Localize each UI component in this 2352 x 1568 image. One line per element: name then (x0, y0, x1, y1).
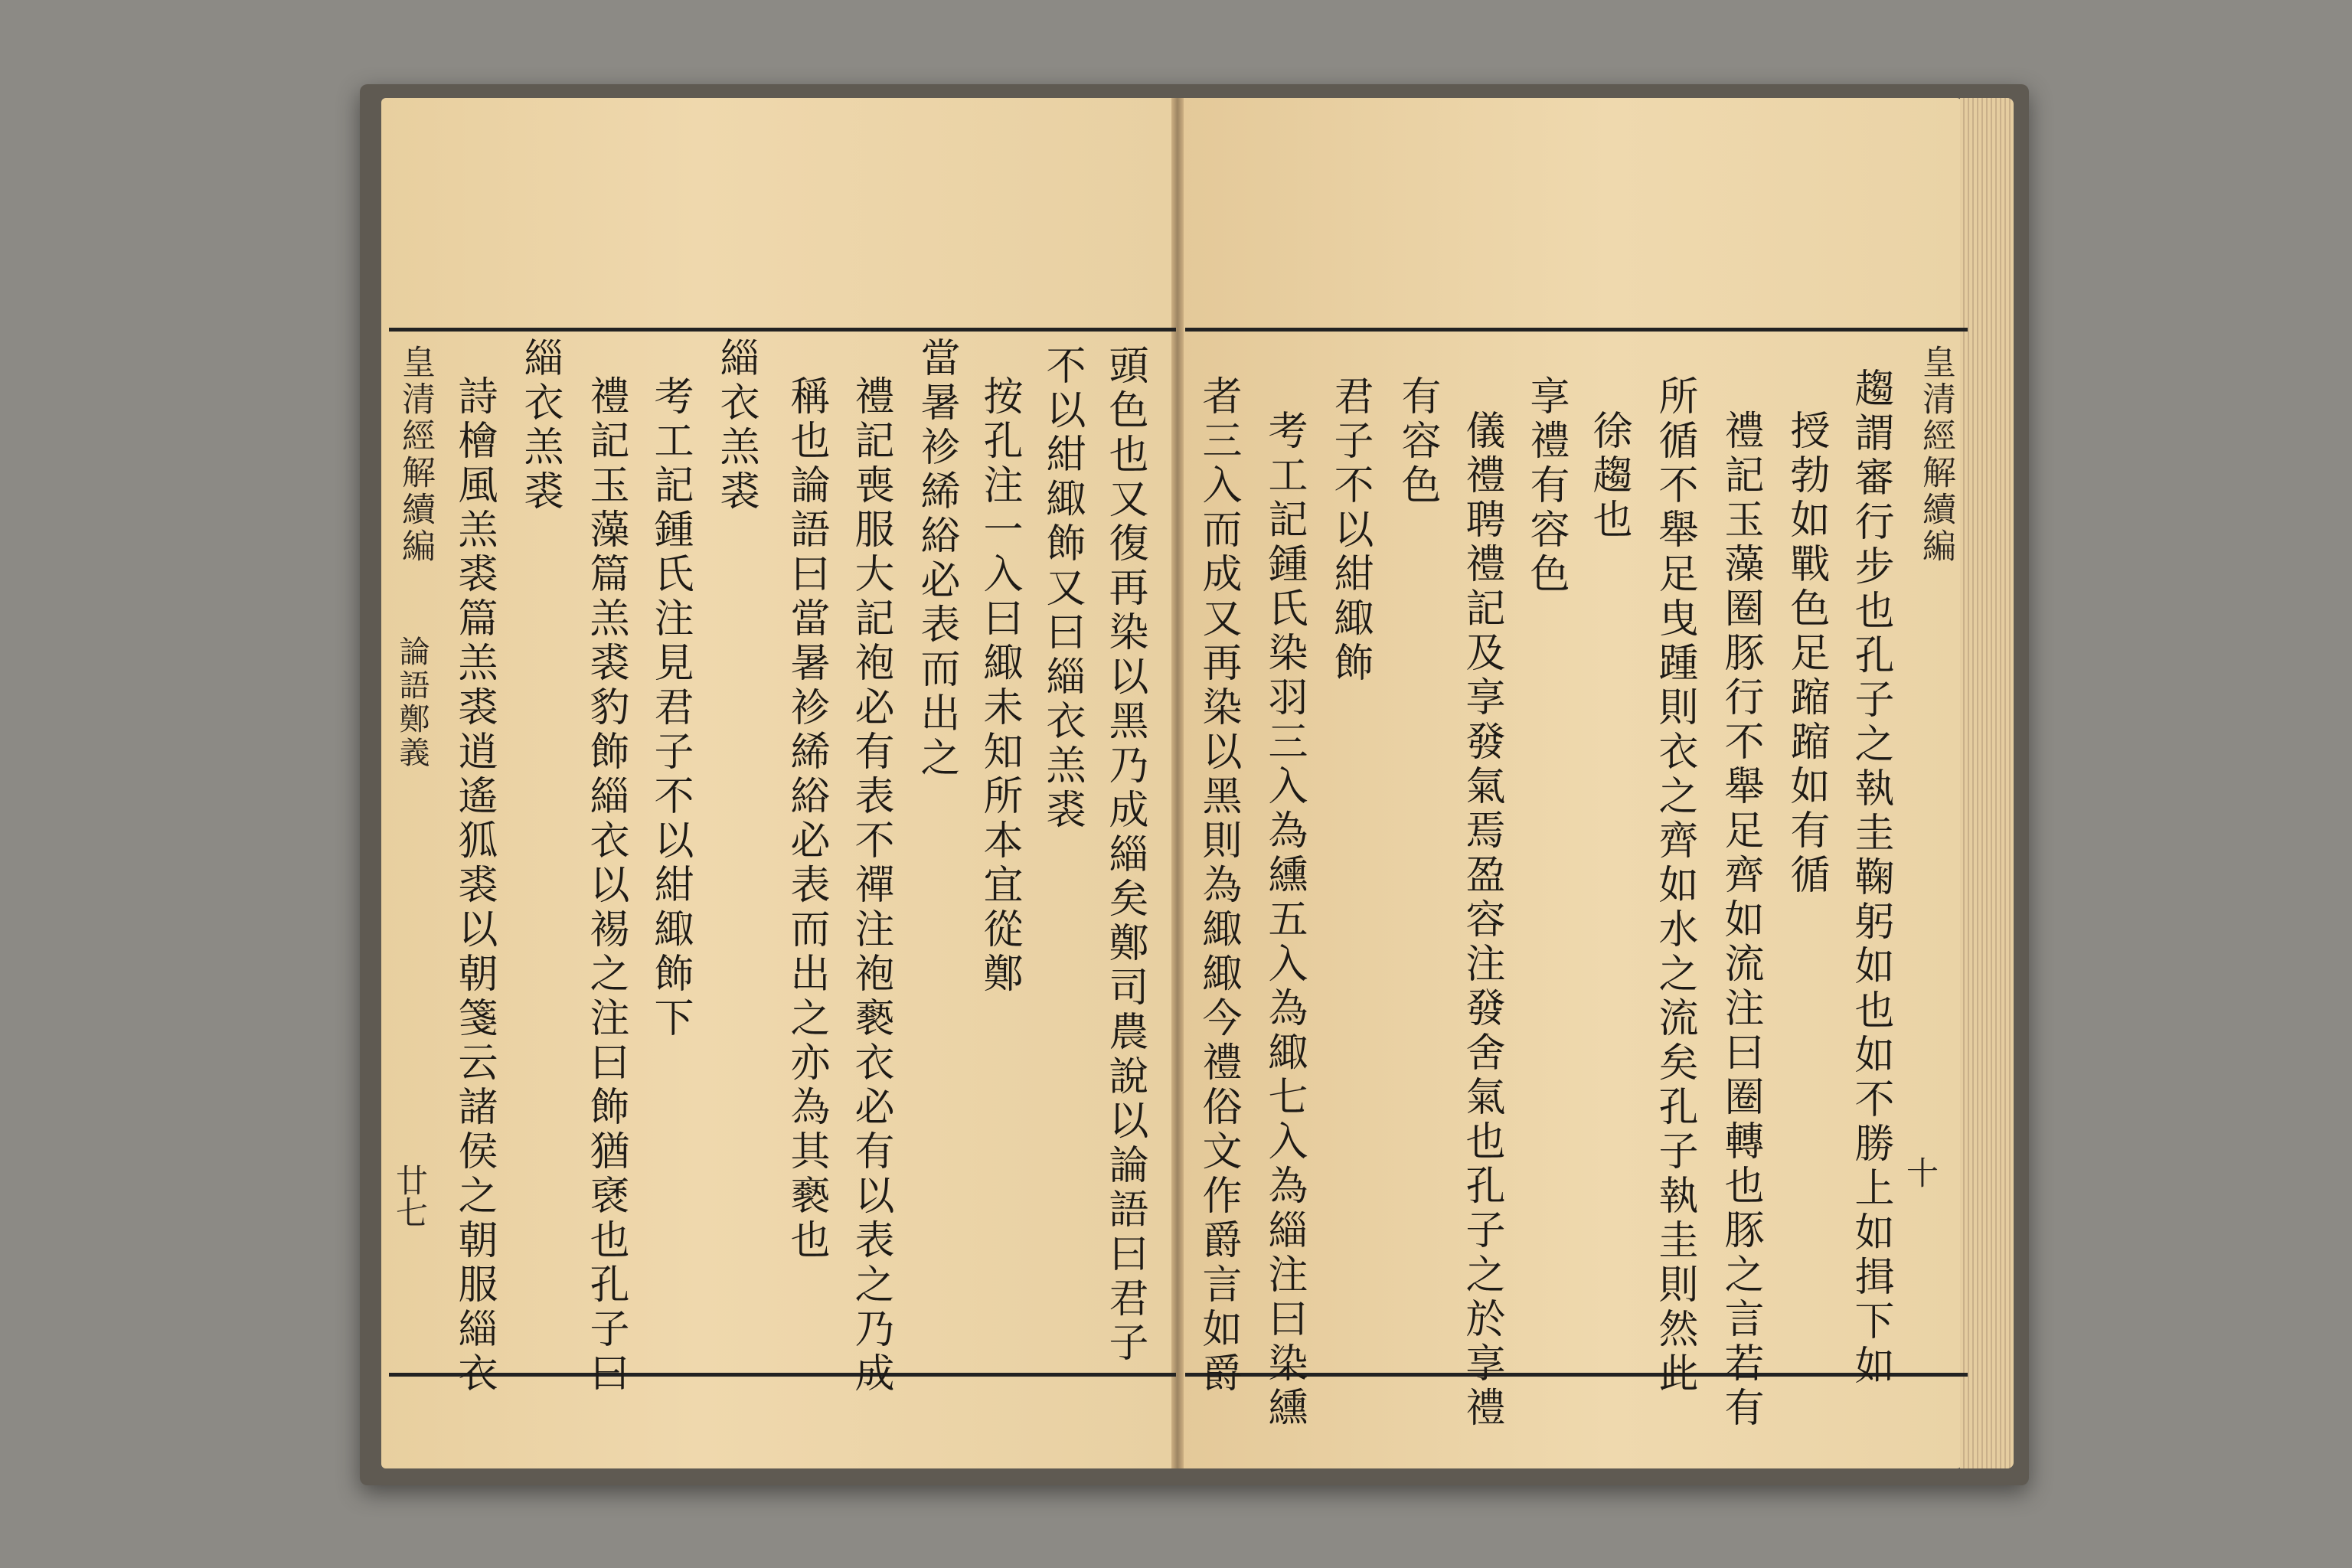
right-page-header: 皇清經解續編 (1916, 345, 1955, 565)
page-edges (1960, 98, 2014, 1468)
right-column-8: 有容色 (1394, 375, 1440, 508)
left-column-3: 按孔注一入曰緅未知所本宜從鄭 (976, 375, 1022, 997)
right-column-5: 徐趨也 (1586, 410, 1632, 543)
right-column-4: 所循不舉足曳踵則衣之齊如水之流矣孔子執圭則然此 (1651, 375, 1697, 1396)
right-column-3: 禮記玉藻圈豚行不舉足齊如流注曰圈轉也豚之言若有 (1717, 410, 1763, 1431)
left-column-10: 緇衣羔裘 (517, 337, 563, 514)
left-column-7: 緇衣羔裘 (713, 337, 759, 514)
left-column-1: 頭色也又復再染以黑乃成緇矣鄭司農說以論語曰君子 (1102, 345, 1148, 1366)
right-column-6: 享禮有容色 (1523, 375, 1569, 597)
right-column-1: 趨謂審行步也孔子之執圭鞠躬如也如不勝上如揖下如 (1847, 368, 1893, 1389)
right-column-2: 授勃如戰色足蹜蹜如有循 (1783, 410, 1829, 898)
left-column-6: 稱也論語曰當暑袗絺綌必表而出之亦為其褻也 (783, 375, 829, 1263)
left-page-folio: 廿七 (391, 1164, 429, 1228)
right-column-11: 者三入而成又再染以黑則為緅緅今禮俗文作爵言如爵 (1195, 375, 1241, 1396)
left-column-5: 禮記喪服大記袍必有表不禪注袍褻衣必有以表之乃成 (848, 375, 893, 1396)
left-column-4: 當暑袗絺綌必表而出之 (913, 337, 959, 781)
right-column-7: 儀禮聘禮記及享發氣焉盈容注發舍氣也孔子之於享禮 (1459, 410, 1504, 1431)
left-page-header: 皇清經解續編 (396, 345, 435, 565)
left-page-section: 論語鄭義 (394, 635, 430, 770)
left-column-9: 禮記玉藻篇羔裘豹飾緇衣以裼之注曰飾猶褎也孔子曰 (583, 375, 629, 1396)
left-column-11: 詩檜風羔裘篇羔裘逍遙狐裘以朝箋云諸侯之朝服緇衣 (451, 375, 497, 1396)
left-column-8: 考工記鍾氏注見君子不以紺緅飾下 (647, 375, 693, 1041)
left-column-2: 不以紺緅飾又曰緇衣羔裘 (1039, 345, 1085, 833)
right-column-10: 考工記鍾氏染羽三入為纁五入為緅七入為緇注曰染纁 (1261, 410, 1307, 1431)
right-column-9: 君子不以紺緅飾 (1327, 375, 1373, 686)
right-page-folio: 十 (1906, 1155, 1939, 1192)
